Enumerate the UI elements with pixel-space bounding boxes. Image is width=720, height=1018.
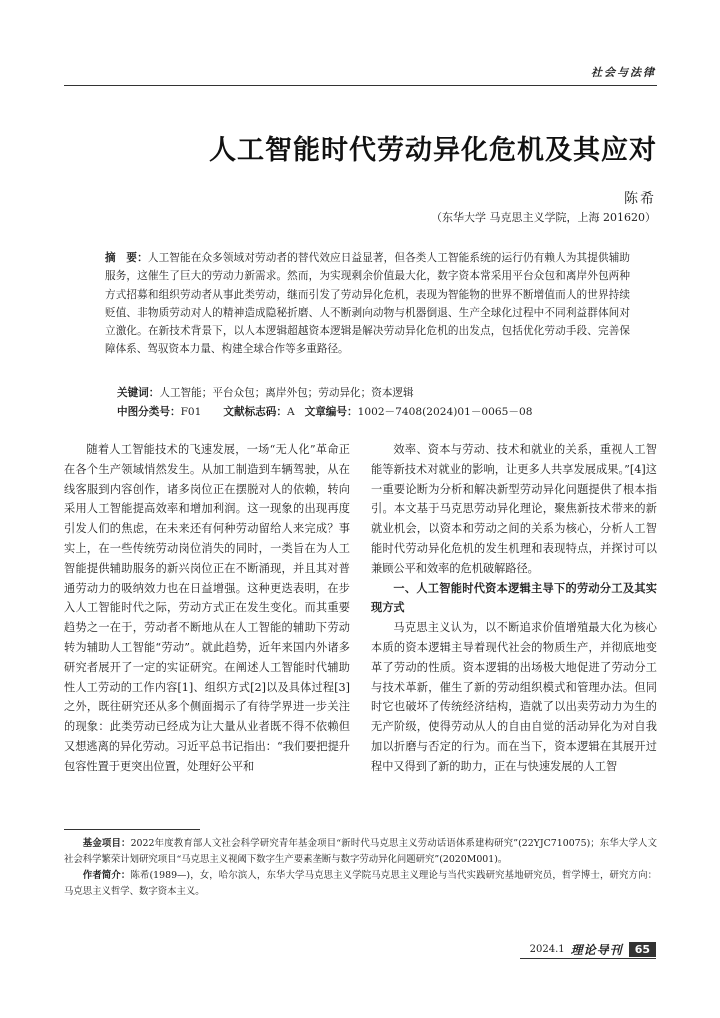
doc-code-value: A	[286, 406, 295, 418]
page-number: 65	[629, 942, 656, 957]
journal-name: 理论导刊	[570, 942, 623, 957]
body-paragraph: 马克思主义认为，以不断追求价值增殖最大化为核心本质的资本逻辑主导着现代社会的物质生产，并彻底地变革了劳动的性质。资本逻辑的出场极大地促进了劳动分工与技术革新，催生了新的劳动组织模式和管理办法。但同时它也破坏了传统经济结构，造就了以出卖劳动力为生的无产阶级，使得劳动从人的自由自觉的活动异化为对自我加以折磨与否定的行为。而在当下，资本逻辑在其展开过程中又得到了新的助力，正在与快速发展的人工智	[371, 621, 657, 773]
section-heading: 一、人工智能时代资本逻辑主导下的劳动分工及其实现方式	[371, 581, 657, 615]
keywords	[117, 384, 637, 402]
clc-value: F01	[180, 406, 202, 418]
article-title: 人工智能时代劳动异化危机及其应对	[209, 135, 657, 166]
issue-number: 2024.1	[529, 943, 565, 955]
body-paragraph: 效率、资本与劳动、技术和就业的关系，重视人工智能等新技术对就业的影响，让更多人共享发展成果。”[4]这一重要论断为分析和解决新型劳动异化问题提供了根本指引。本文基于马克思劳动异化理论，聚焦新技术带来的新就业机会，以资本和劳动之间的关系为核心，分析人工智能时代劳动异化危机的发生机理和表现特点，并探讨可以兼顾公平和效率的危机破解路径。	[371, 443, 657, 575]
fund-text: 2022年度教育部人文社会科学研究青年基金项目“新时代马克思主义劳动话语体系建构研究”(22YJC710075)；东华大学人文社会科学繁荣计划研究项目“马克思主义视阈下数字生产要素垄断与数字劳动异化问题研究”(2020M001)。	[64, 838, 657, 865]
section-tag: 社会与法律	[591, 66, 656, 79]
bio-text: 陈希(1989—)，女，哈尔滨人，东华大学马克思主义学院马克思主义理论与当代实践研究基地研究员，哲学博士，研究方向：马克思主义哲学、数字资本主义。	[64, 870, 657, 897]
keywords-label: 关键词：	[117, 387, 160, 399]
abstract	[105, 249, 630, 359]
bio-label: 作者简介：	[82, 870, 131, 881]
fund-note	[64, 836, 657, 868]
footer-rule	[520, 958, 656, 959]
author-name: 陈希	[624, 191, 656, 207]
clc-label: 中图分类号：	[117, 406, 181, 418]
footnote-rule	[64, 829, 200, 830]
body-column-left	[64, 440, 350, 777]
fund-label: 基金项目：	[82, 838, 131, 849]
page-footer	[530, 941, 656, 957]
abstract-label: 摘 要：	[105, 252, 148, 264]
author-affiliation: （东华大学 马克思主义学院，上海 201620）	[431, 211, 656, 224]
author-bio	[64, 868, 657, 900]
footnotes	[64, 836, 657, 900]
article-number-label: 文章编号：	[304, 406, 358, 418]
header-rule	[64, 85, 657, 86]
article-number-value: 1002－7408(2024)01－0065－08	[357, 406, 533, 418]
body-column-right	[371, 440, 657, 777]
keywords-text: 人工智能；平台众包；离岸外包；劳动异化；资本逻辑	[159, 387, 414, 399]
doc-code-label: 文献标志码：	[223, 406, 287, 418]
classification-line	[117, 403, 657, 421]
abstract-text: 人工智能在众多领域对劳动者的替代效应日益显著，但各类人工智能系统的运行仍有赖人为其提供辅助服务，这催生了巨大的劳动力新需求。然而，为实现剩余价值最大化，数字资本常采用平台众包和离岸外包两种方式招募和组织劳动者从事此类劳动，继而引发了劳动异化危机，表现为智能物的世界不断增值而人的世界持续贬值、非物质劳动对人的精神造成隐秘折磨、人不断剥向动物与机器倒退、生产全球化过程中不同利益群体间对立激化。在新技术背景下，以人本逻辑超越资本逻辑是解决劳动异化危机的出发点，包括优化劳动手段、完善保障体系、驾驭资本力量、构建全球合作等多重路径。	[105, 252, 631, 356]
body-paragraph: 随着人工智能技术的飞速发展，一场“无人化”革命正在各个生产领域悄然发生。从加工制造到车辆驾驶，从在线客服到内容创作，诸多岗位正在摆脱对人的依赖，转向采用人工智能提高效率和增加利润。这一现象的出现再度引发人们的焦虑，在未来还有何种劳动留给人来完成？事实上，在一些传统劳动岗位消失的同时，一类旨在为人工智能提供辅助服务的新兴岗位正在不断涌现，并且其对普通劳动力的吸纳效力也在日益增强。这种更迭表明，在步入人工智能时代之际，劳动方式正在发生变化。而其重要趋势之一在于，劳动者不断地从在人工智能的辅助下劳动转为辅助人工智能“劳动”。就此趋势，近年来国内外诸多研究者展开了一定的实证研究。在阐述人工智能时代辅助性人工劳动的工作内容[1]、组织方式[2]以及具体过程[3]之外，既往研究还从多个侧面揭示了有待学界进一步关注的现象：此类劳动已经成为让大量从业者既不得不依赖但又想逃离的异化劳动。习近平总书记指出：“我们要把提升包容性置于更突出位置，处理好公平和	[64, 443, 350, 773]
